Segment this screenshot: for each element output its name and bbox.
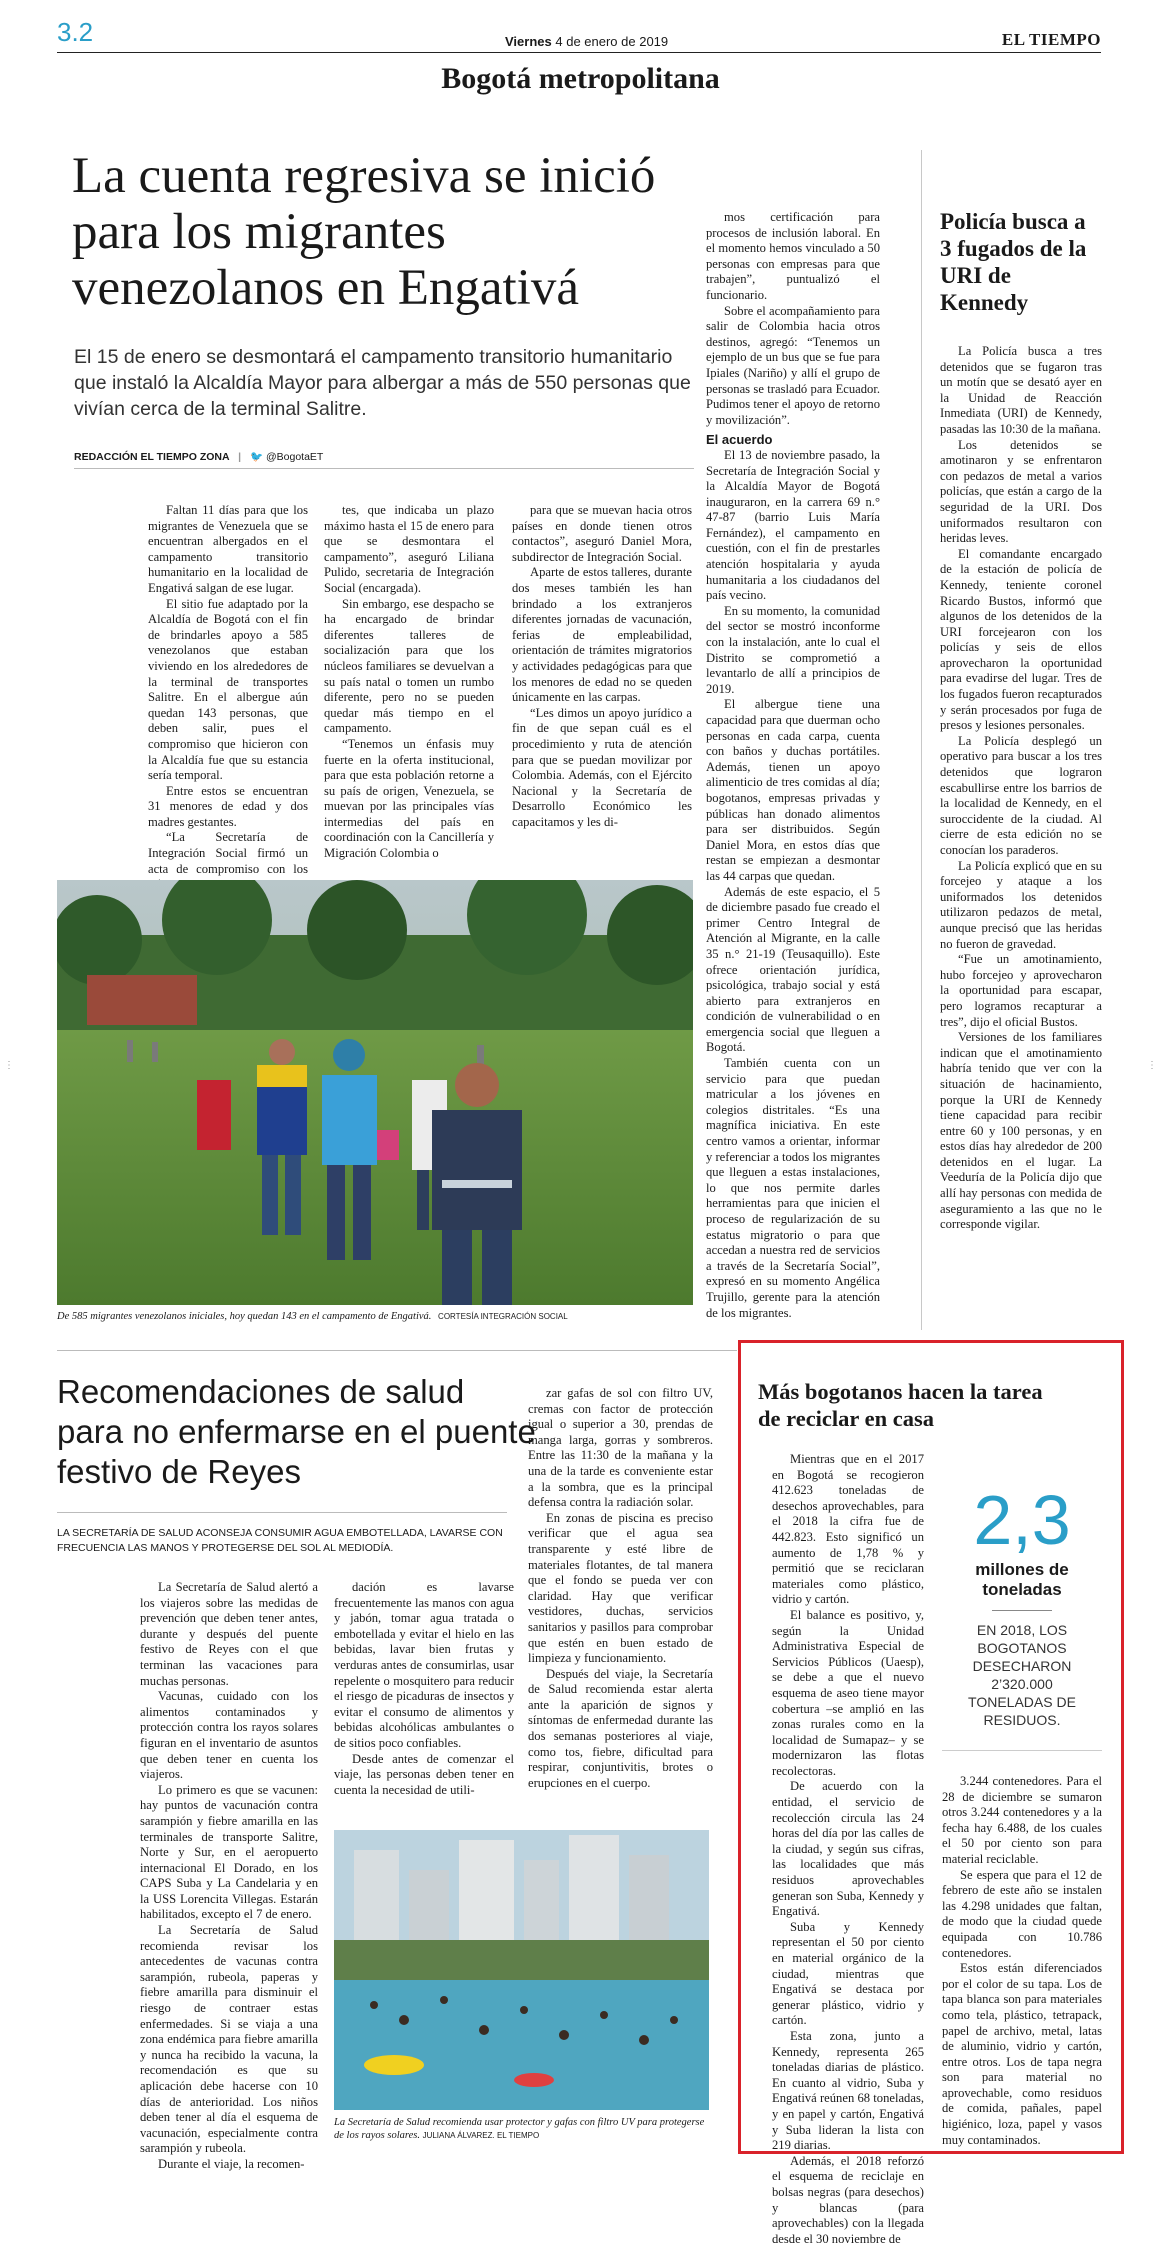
lead-column-4-b: El 13 de noviembre pasado, la Secretaría de Integración Social y la Alcaldía Mayor de Bogotá inauguraron, en la carrera 69 n.° 47-87 (barrio Luis María Fernández), el campamento en cuestión, con el fin de prestarles atención hospitalaria y ayuda humanitaria a los ciudadanos del país vecino. En su momento, la comunidad del sector se mostró inconforme con la instalación, ante lo cual el Distrito se comprometió a levantarlo de allí a principios de 2019. El albergue tiene una capacidad para que duerman ocho personas en cada carpa, cuenta con baños y duchas portátiles. Además, tienen un apoyo alimenticio de tres comidas al día; bogotanos, empresas privadas y públicas han donado alimentos para ser distribuidos. Según Daniel Mora, en estos días que restan se empiezan a desmontar las 44 carpas que quedan. Además de este espacio, el 5 de diciembre pasado fue creado el primer Centro Integral de Atención al Migrante, en la calle 35 n.° 21-19 (Teusaquillo). Este ofrece orientación jurídica, psicológica, trabajo social y está abierto para extranjeros en condición de vulnerabilidad o en emergencia social que lleguen a Bogotá. También cuenta con un servicio para que puedan matricular a los jóvenes en colegios distritales. “Es una magnífica iniciativa. En este centro vamos a orientar, informar y referenciar a todos los migrantes que lleguen a estas instalaciones, lo que nos permite darles herramientas para que inicien el proceso de regularización de su estatus migratorio o para que accedan a nuestra red de servicios a través de la Secretaría Social”, expresó en su momento Angélica Trujillo, gerente para la atención de los migrantes. bbox=[706, 447, 880, 1320]
lead-deck: El 15 de enero se desmontará el campamento transitorio humanitario que instaló la Alcaldía Mayor para albergar a más de 550 personas que vivían cerca de la terminal Salitre. bbox=[74, 346, 691, 420]
lead-column-4-a: mos certificación para procesos de inclusión laboral. En el momento hemos vinculado a 50 personas con empresas para que trabajen”, puntualizó el funcionario. Sobre el acompañamiento para salir de Colombia hacia otros destinos, agregó: “Tenemos un ejemplo de un bus que se fue para Ipiales (Nariño) y allí el grupo de personas se trasladó para Ecuador. Pudimos tener el apoyo de retorno y movilización”. bbox=[706, 210, 880, 427]
stat-unit: millones de toneladas bbox=[975, 1560, 1069, 1599]
health-column-1: La Secretaría de Salud alertó a los viajeros sobre las medidas de prevención que deben tener antes, durante y después del puente festivo de Reyes con el que terminan las vacaciones para muchas personas. Vacunas, cuidado con los alimentos contaminados y protección contra los rayos solares figuran en el inventario de asuntos que deben tener en cuenta los viajeros. Lo primero es que se vacunen: hay puntos de vacunación contra sarampión y fiebre amarilla en las terminales de transporte Salitre, Norte y Sur, en el aeropuerto internacional El Dorado, en los CAPS Suba y La Candelaria y en la USS Lorencita Villegas. Estarán habilitados, excepto el 7 de enero. La Secretaría de Salud recomienda revisar los antecedentes de vacunas contra sarampión, rubeola, paperas y fiebre amarilla para disminuir el riesgo de contraer estas enfermedades. Si se viaja a una zona endémica para fiebre amarilla y nunca ha recibido la vacuna, la recomendación es que su aplicación debe hacerse con 10 días de anterioridad. Los niños deben tener al día el esquema de vacunación, especialmente contra sarampión y rubeola. Durante el viaje, la recomen- bbox=[140, 1580, 318, 2171]
recycle-stat-box bbox=[942, 1460, 1102, 1751]
section-rule bbox=[57, 1350, 737, 1351]
health-column-2: dación es lavarse frecuentemente las manos con agua y jabón, tomar agua tratada o embotellada y evitar el hielo en las bebidas, lavar bien frutas y verduras antes de consumirlas, usar repelente o mosquitero para reducir el riesgo de picaduras de insectos y evitar el consumo de alimentos y bebidas alcohólicas ambulantes o de sitios poco confiables. Desde antes de comenzar el viaje, las personas deben tener en cuenta la necesidad de utili- bbox=[334, 1580, 514, 1797]
health-deck: LA SECRETARÍA DE SALUD ACONSEJA CONSUMIR AGUA EMBOTELLADA, LAVARSE CON FRECUENCIA LAS MANOS Y PROTEGERSE DEL SOL AL MEDIODÍA. bbox=[57, 1527, 503, 1554]
lead-headline: La cuenta regresiva se inició para los migrantes venezolanos en Engativá bbox=[72, 148, 656, 316]
stat-divider bbox=[992, 1610, 1052, 1611]
byline-text: REDACCIÓN EL TIEMPO ZONA bbox=[74, 451, 230, 463]
masthead-rule bbox=[57, 52, 1101, 53]
lead-column-2: tes, que indicaba un plazo máximo hasta el 15 de enero para que se desmontara el campamento”, aseguró Liliana Pulido, secretaria de Integración Social (encargada). Sin embargo, ese despacho se ha encargado de brindar diferentes talleres de socialización para que los núcleos familiares se devuelvan a su país natal o tomen un rumbo diferente, pero no se pueden quedar más tiempo en el campamento. “Tenemos un énfasis muy fuerte en la oferta institucional, para que esta población retorne a su país de origen, Venezuela, se muevan por las principales vías intermedias del país en coordinación con la Cancillería y Migración Colombia o bbox=[324, 503, 494, 861]
caption-text: De 585 migrantes venezolanos iniciales, hoy quedan 143 en el campamento de Engativá. bbox=[57, 1311, 432, 1322]
lead-byline: REDACCIÓN EL TIEMPO ZONA | 🐦 @BogotaET bbox=[74, 451, 324, 463]
stat-text: EN 2018, LOS BOGOTANOS DESECHARON 2’320.000 TONELADAS DE RESIDUOS. bbox=[968, 1622, 1076, 1728]
issue-day: Viernes bbox=[505, 34, 552, 49]
left-edge-marker: ⋮ bbox=[4, 1060, 14, 1071]
issue-date-text: 4 de enero de 2019 bbox=[555, 34, 669, 49]
lead-photo-caption bbox=[57, 1310, 697, 1323]
health-deck-rule bbox=[57, 1512, 507, 1513]
paper-name: EL TIEMPO bbox=[1001, 30, 1101, 49]
issue-date bbox=[505, 34, 668, 49]
sidebar-divider bbox=[921, 150, 922, 1330]
health-caption-text: La Secretaría de Salud recomienda usar protector y gafas con filtro UV para protegerse de los rayos solares. bbox=[334, 2117, 705, 2141]
twitter-icon: 🐦 bbox=[249, 451, 264, 463]
lead-column-3: para que se muevan hacia otros países en donde tienen otros contactos”, aseguró Daniel Mora, subdirector de Integración Social. Aparte de estos talleres, durante dos meses también les han brindado a los extranjeros diferentes jornadas de vacunación, ferias de empleabilidad, orientación de trámites migratorios y actividades pedagógicas para que los menores de edad no se queden únicamente en las carpas. “Les dimos un apoyo jurídico a fin de que sepan cuál es el procedimiento y ruta de atención para que se puedan movilizar por Colombia. Además, con el Ejército Nacional y la Secretaría de Desarrollo Económico les capacitamos y les di- bbox=[512, 503, 692, 829]
recycle-headline: Más bogotanos hacen la tarea de reciclar en casa bbox=[758, 1379, 1043, 1431]
photo-credit: CORTESÍA INTEGRACIÓN SOCIAL bbox=[438, 1312, 568, 1321]
health-headline: Recomendaciones de salud para no enfermarse en el puente festivo de Reyes bbox=[57, 1373, 536, 1490]
recycle-column-1: Mientras que en el 2017 en Bogotá se recogieron 412.623 toneladas de desechos aprovechables, para el 2018 la cifra fue de 442.823. Esto significó un aumento de 1,78 % y permitió que se reciclaran materiales como plástico, vidrio y cartón. El balance es positivo, y, según la Unidad Administrativa Especial de Servicios Públicos (Uaesp), se debe a que el nuevo esquema de aseo tiene mayor cobertura –se amplió en las zonas rurales como en la localidad de Sumapaz– y se modernizaron las flotas recolectoras. De acuerdo con la entidad, el servicio de recolección circula las 24 horas del día por las calles de la ciudad, y según sus cifras, las localidades que más residuos aprovechables generan son Suba, Kennedy y Engativá. Suba y Kennedy representan el 50 por ciento en material orgánico de la ciudad, mientras que Engativá se destaca por generar plástico, vidrio y cartón. Esta zona, junto a Kennedy, representa 265 toneladas diarias de plástico. En cuanto al vidrio, Suba y Engativá reúnen 68 toneladas, y en papel y cartón, Engativá y Suba lideran la lista con 219 diarias. Además, el 2018 reforzó el esquema de reciclaje en bolsas negras (para desechos) y blancas (para aprovechables) con la llegada desde el 30 noviembre de bbox=[772, 1452, 924, 2246]
byline-rule bbox=[74, 468, 694, 469]
stat-value: 2,3 bbox=[973, 1481, 1071, 1559]
sidebar-body: La Policía busca a tres detenidos que se fugaron tras un motín que se desató ayer en la Unidad de Reacción Inmediata (URI) de Kennedy, pasadas las 10:30 de la mañana. Los detenidos se amotinaron y se enfrentaron con pedazos de metal a varios policías, que están a cargo de la seguridad de la URI. Dos uniformados resultaron con heridas leves. El comandante encargado de la estación de policía de Kennedy, teniente coronel Ricardo Bustos, informó que algunos de los detenidos de la URI forcejearon con los policías y seis de ellos aprovecharon la oportunidad para evadirse del lugar. Tres de los fugados fueron recapturados y serán procesados por fuga de presos y lesiones personales. La Policía desplegó un operativo para buscar a los tres detenidos que lograron escabullirse entre los barrios de la localidad de Kennedy, en el suroccidente de la ciudad. Al cierre de esta edición no se conocían los paraderos. La Policía explicó que en su forcejeo y ataque a los uniformados los detenidos utilizaron pedazos de metal, aunque precisó que las heridas no fueron de gravedad. “Fue un amotinamiento, hubo forcejeo y aprovecharon la oportunidad para escapar, pero logramos recapturar a tres”, dijo el oficial Bustos. Versiones de los familiares indican que el amotinamiento habría tenido que ver con la situación de hacinamiento, porque la URI de Kennedy tiene capacidad para recibir entre 60 y 100 personas, y en estos días hay alrededor de 200 detenidos en el lugar. La Veeduría de la Policía dijo que allí hay personas con medida de aseguramiento a las que no le corresponde vigilar. bbox=[940, 344, 1102, 1232]
health-photo-caption bbox=[334, 2116, 712, 2142]
health-column-3: zar gafas de sol con filtro UV, cremas con factor de protección igual o superior a 30, prendas de manga larga, gorras y sombreros. Entre las 11:30 de la mañana y la una de la tarde es conveniente estar a la sombra, que es la principal defensa contra la radiación solar. En zonas de piscina es preciso verificar que el agua sea transparente y esté libre de materiales flotantes, de tal manera que el fondo se pueda ver con claridad. Hay que verificar vestidores, duchas, servicios sanitarios y pasillos para comprobar que estén en buen estado de limpieza y funcionamiento. Después del viaje, la Secretaría de Salud recomienda estar alerta ante la aparición de signos y síntomas de enfermedad durante las dos semanas posteriores al viaje, como tos, fiebre, dificultad para respirar, conjuntivitis, brotes o erupciones en el cuerpo. bbox=[528, 1386, 713, 1790]
right-edge-marker: ⋮ bbox=[1147, 1060, 1157, 1071]
lead-column-1: Faltan 11 días para que los migrantes de Venezuela que se encuentran albergados en el campamento transitorio humanitario en la localidad de Engativá salgan de ese lugar. El sitio fue adaptado por la Alcaldía de Bogotá con el fin de brindarles apoyo a 585 venezolanos que estaban viviendo en los alrededores de la terminal de transportes Salitre. En el albergue aún quedan 143 personas, que deben salir, pues el compromiso que hicieron con la Alcaldía fue que su estancia sería temporal. Entre estos se encuentran 31 menores de edad y dos madres gestantes. “La Secretaría de Integración Social firmó un acta de compromiso con los bbox=[148, 503, 308, 876]
sidebar-headline: Policía busca a 3 fugados de la URI de Kennedy bbox=[940, 209, 1087, 315]
page-number: 3.2 bbox=[57, 17, 94, 47]
health-photo-credit: JULIANA ÁLVAREZ. EL TIEMPO bbox=[422, 2131, 540, 2140]
lead-column-4 bbox=[706, 210, 880, 1321]
twitter-handle[interactable]: @BogotaET bbox=[265, 451, 324, 463]
lead-photo bbox=[57, 880, 693, 1305]
section-title: Bogotá metropolitana bbox=[441, 62, 720, 95]
lead-subhead: El acuerdo bbox=[706, 432, 773, 448]
health-photo bbox=[334, 1830, 709, 2110]
recycle-column-2: 3.244 contenedores. Para el 28 de diciembre se sumaron otros 3.244 contenedores y a la fecha hay 6.488, de los cuales el 50 por ciento son para material reciclable. Se espera que para el 12 de febrero de este año se instalen las 4.298 unidades que faltan, de modo que la ciudad quede equipada con 10.786 contenedores. Estos están diferenciados por el color de su tapa. Los de tapa blanca son para materiales como tela, plástico, tetrapack, papel de archivo, metal, latas de aluminio, vidrio y cartón, entre otros. Los de tapa negra son para material no aprovechable, como residuos de comida, pañales, papel higiénico, loza, papel y vasos muy contaminados. bbox=[942, 1774, 1102, 2147]
